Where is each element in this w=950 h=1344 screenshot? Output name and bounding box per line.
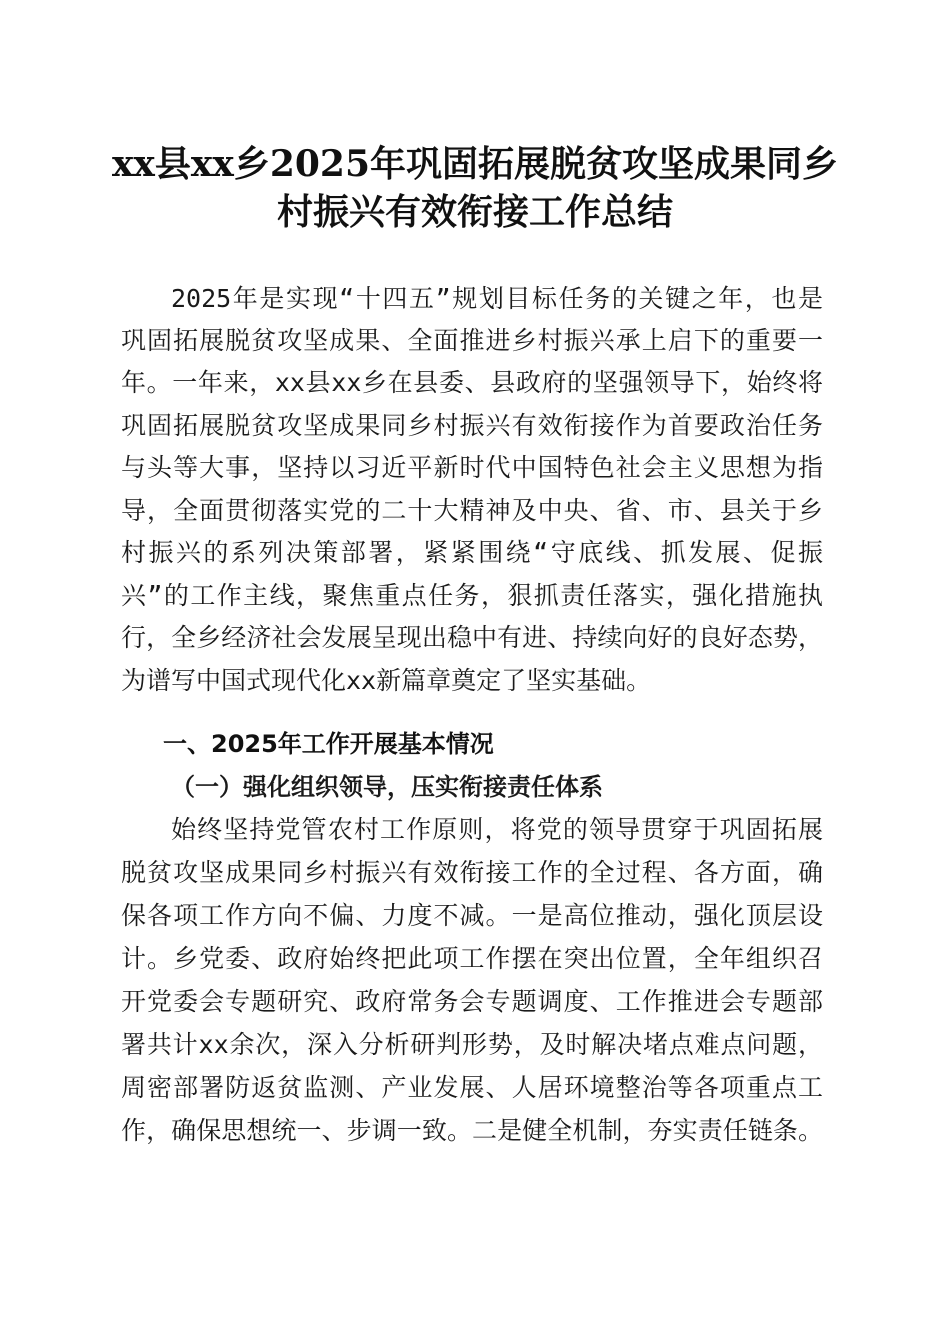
subsection-heading: （一）强化组织领导，压实衔接责任体系: [171, 773, 603, 801]
body-line: 作，确保思想统一、步调一致。二是健全机制，夯实责任链条。: [121, 1116, 823, 1145]
section-heading: 一、2025年工作开展基本情况: [163, 730, 494, 758]
intro-line: 2025年是实现“十四五”规划目标任务的关键之年，也是: [171, 284, 823, 313]
intro-line: 村振兴的系列决策部署，紧紧围绕“守底线、抓发展、促振: [121, 538, 823, 567]
body-line: 脱贫攻坚成果同乡村振兴有效衔接工作的全过程、各方面，确: [121, 858, 823, 887]
body-line: 开党委会专题研究、政府常务会专题调度、工作推进会专题部: [121, 987, 823, 1016]
intro-line: 与头等大事，坚持以习近平新时代中国特色社会主义思想为指: [121, 453, 823, 482]
intro-line: 导，全面贯彻落实党的二十大精神及中央、省、市、县关于乡: [121, 496, 823, 525]
intro-line: 为谱写中国式现代化xx新篇章奠定了坚实基础。: [121, 666, 652, 695]
intro-line: 巩固拓展脱贫攻坚成果、全面推进乡村振兴承上启下的重要一: [121, 326, 823, 355]
document-title-line-2: 村振兴有效衔接工作总结: [276, 191, 673, 233]
body-line: 署共计xx余次，深入分析研判形势，及时解决堵点难点问题，: [121, 1030, 823, 1059]
intro-line: 行，全乡经济社会发展呈现出稳中有进、持续向好的良好态势，: [121, 623, 823, 652]
body-line: 保各项工作方向不偏、力度不减。一是高位推动，强化顶层设: [121, 901, 823, 930]
intro-line: 巩固拓展脱贫攻坚成果同乡村振兴有效衔接作为首要政治任务: [121, 411, 823, 440]
intro-line: 兴”的工作主线，聚焦重点任务，狠抓责任落实，强化措施执: [121, 581, 823, 610]
document-title-line-1: xx县xx乡2025年巩固拓展脱贫攻坚成果同乡: [111, 143, 839, 185]
intro-line: 年。一年来，xx县xx乡在县委、县政府的坚强领导下，始终将: [121, 368, 823, 397]
body-line: 周密部署防返贫监测、产业发展、人居环境整治等各项重点工: [121, 1073, 823, 1102]
body-line: 始终坚持党管农村工作原则，将党的领导贯穿于巩固拓展: [171, 815, 823, 844]
body-line: 计。乡党委、政府始终把此项工作摆在突出位置，全年组织召: [121, 944, 823, 973]
